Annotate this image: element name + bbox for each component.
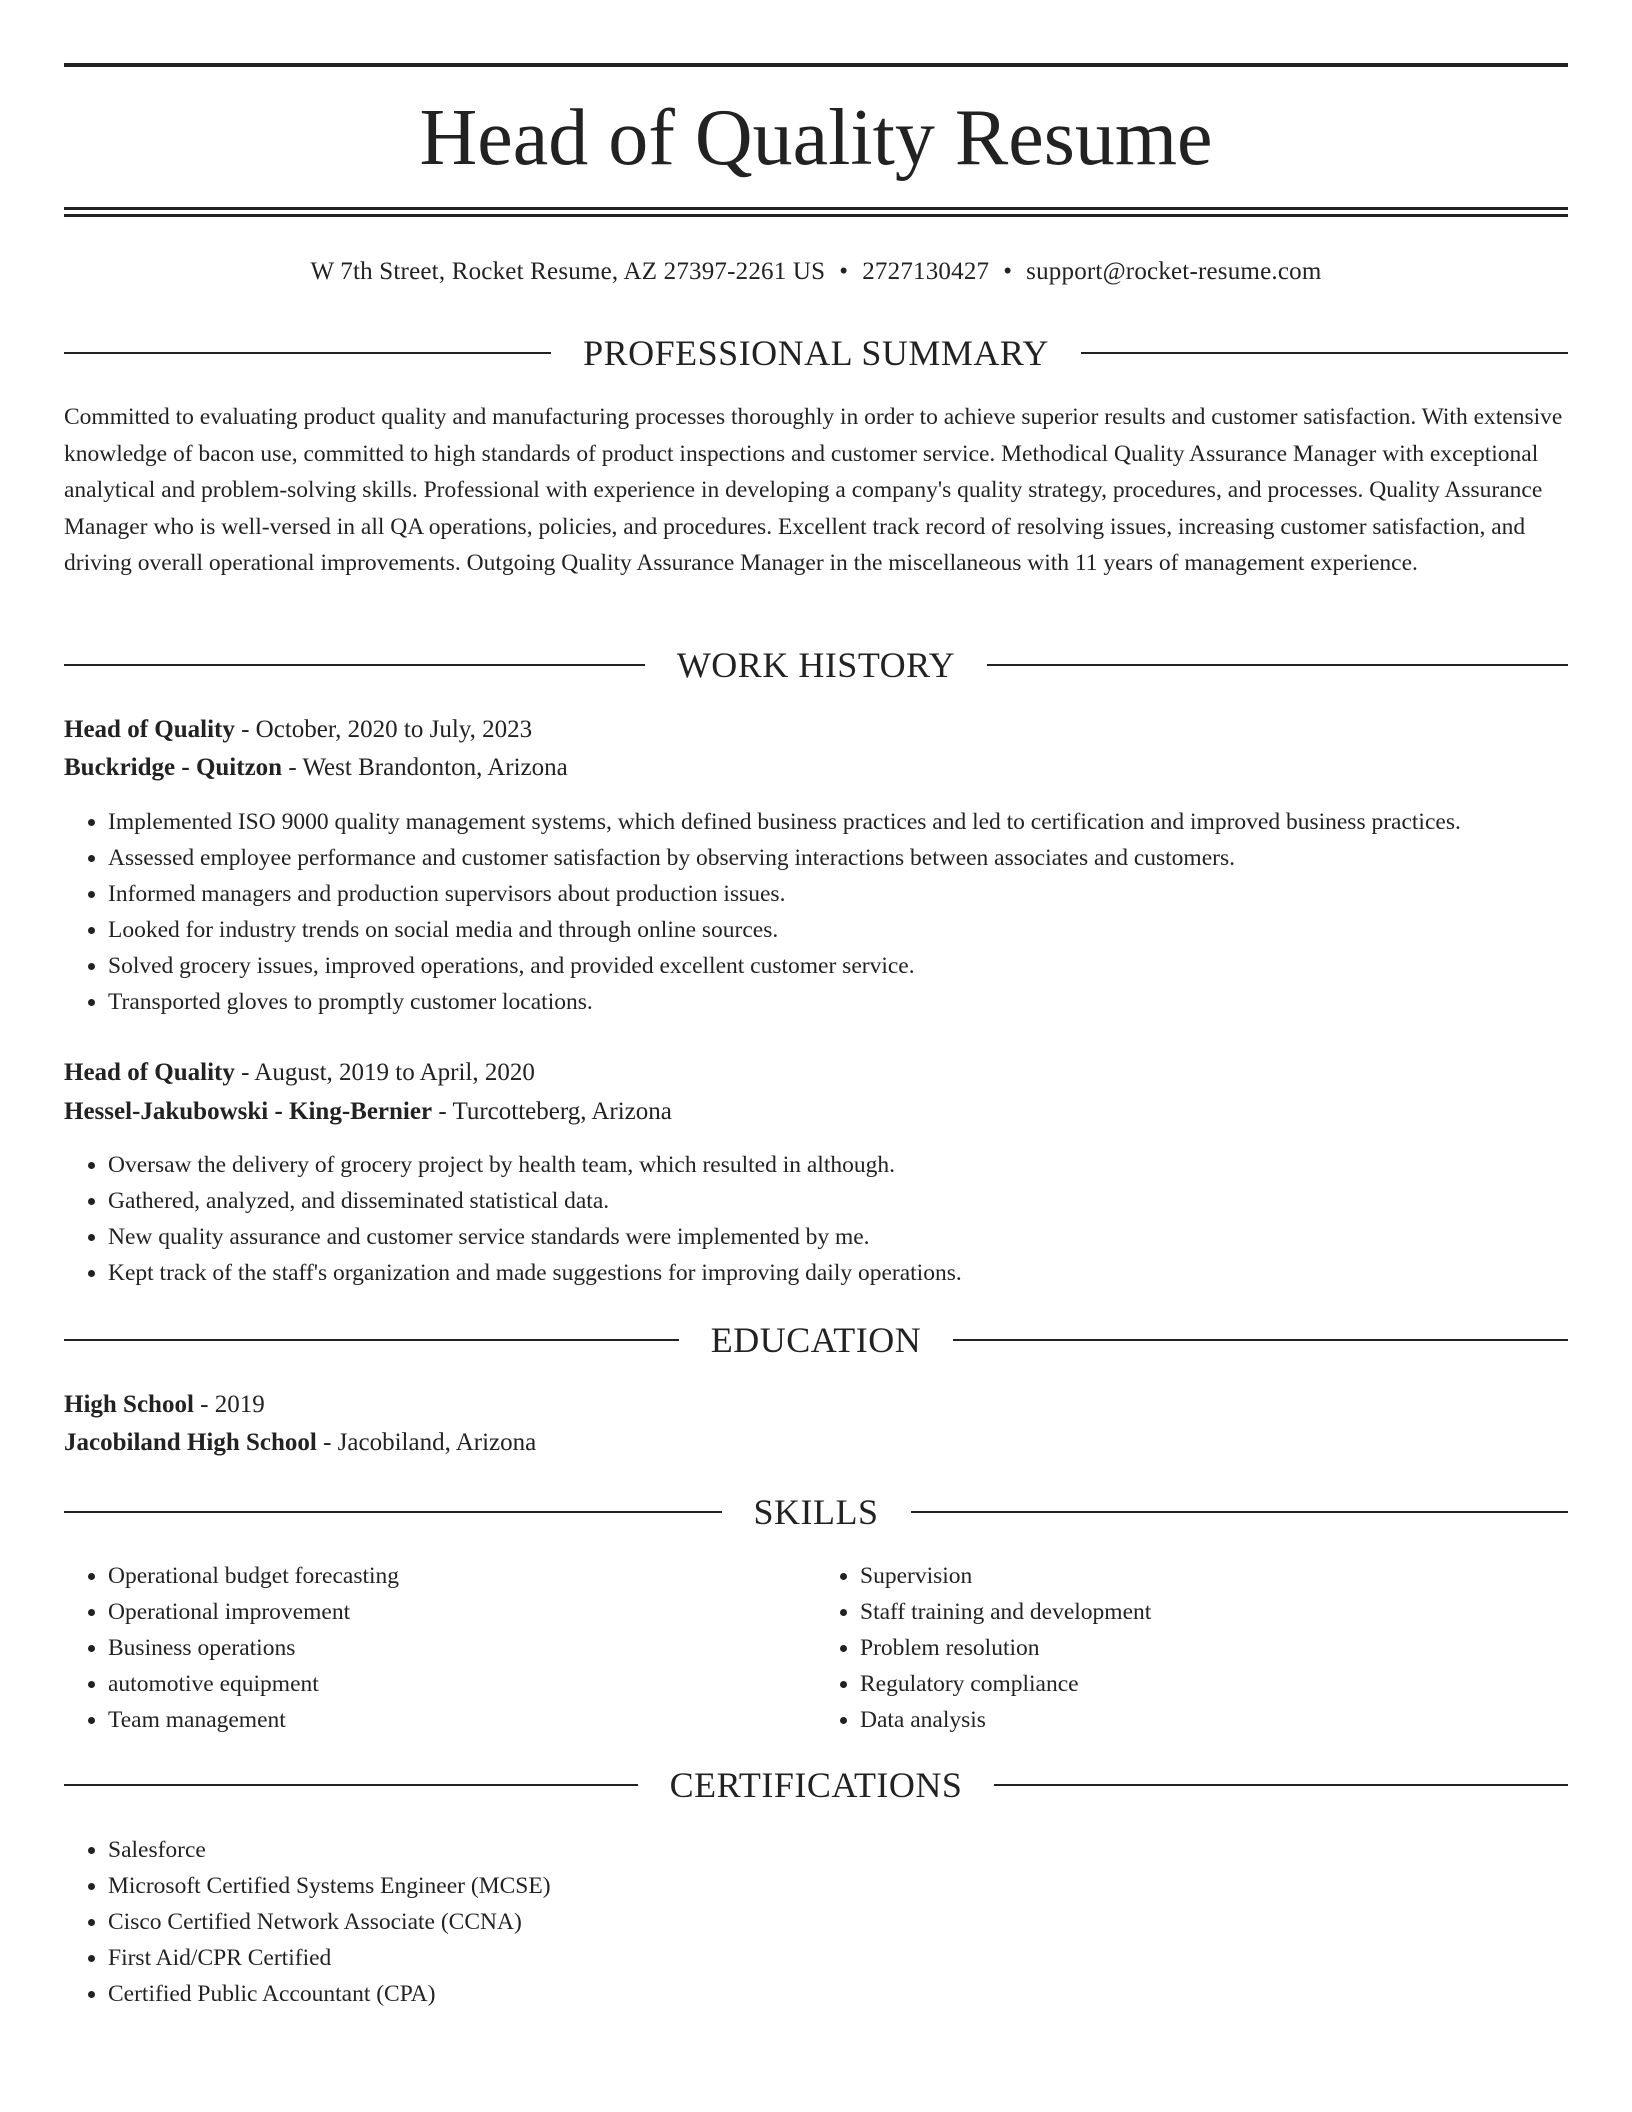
top-rule [64, 63, 1568, 67]
list-item: • Looked for industry trends on social media and through online sources. [108, 912, 1568, 948]
education-year: - 2019 [193, 1391, 265, 1418]
education-school: Jacobiland High School [64, 1429, 317, 1456]
section-header-education [64, 1318, 1568, 1362]
section-rule [64, 352, 551, 354]
job-title: Head of Quality [64, 1059, 235, 1086]
list-item: • Solved grocery issues, improved operations, and provided excellent customer service. [108, 948, 1568, 984]
list-item: • Supervision [860, 1558, 1568, 1594]
section-rule [1081, 352, 1568, 354]
job-title: Head of Quality [64, 716, 235, 743]
job-company-line [64, 1094, 1568, 1130]
job-location: - West Brandonton, Arizona [282, 754, 568, 781]
list-item: • First Aid/CPR Certified [108, 1940, 1568, 1976]
job-bullets [64, 1147, 1568, 1291]
list-item: • Informed managers and production supervisors about production issues. [108, 876, 1568, 912]
list-item: • Team management [108, 1702, 816, 1738]
section-rule [911, 1511, 1569, 1513]
job-location: - Turcotteberg, Arizona [432, 1098, 672, 1125]
section-rule [64, 1511, 722, 1513]
job-dates: - August, 2019 to April, 2020 [234, 1059, 535, 1086]
section-rule [994, 1784, 1568, 1786]
section-header-work [64, 643, 1568, 687]
list-item: • Staff training and development [860, 1594, 1568, 1630]
section-header-skills [64, 1490, 1568, 1534]
list-item: • Business operations [108, 1630, 816, 1666]
list-item: • Kept track of the staff's organization and made suggestions for improving daily operations. [108, 1255, 1568, 1291]
page-title: Head of Quality Resume [419, 94, 1213, 182]
list-item: • Salesforce [108, 1832, 1568, 1868]
section-rule [64, 1339, 679, 1341]
job-dates: - October, 2020 to July, 2023 [234, 716, 533, 743]
section-header-summary [64, 331, 1568, 375]
list-item: • Oversaw the delivery of grocery project by health team, which resulted in although. [108, 1147, 1568, 1183]
list-item: • Regulatory compliance [860, 1666, 1568, 1702]
certifications-list [64, 1832, 1568, 2012]
contact-email: support@rocket-resume.com [1026, 258, 1322, 285]
skills-list-left [64, 1558, 816, 1738]
list-item: • Problem resolution [860, 1630, 1568, 1666]
section-header-certifications [64, 1763, 1568, 1807]
list-item: • Certified Public Accountant (CPA) [108, 1976, 1568, 2012]
section-rule [64, 664, 645, 666]
education-degree-line [64, 1387, 1568, 1423]
list-item: • Operational improvement [108, 1594, 816, 1630]
job-company: Hessel-Jakubowski - King-Bernier [64, 1098, 433, 1125]
title-double-rule [64, 207, 1568, 217]
section-title-work: WORK HISTORY [676, 645, 956, 685]
skills-columns [64, 1558, 1568, 1738]
list-item: • Microsoft Certified Systems Engineer (MCSE) [108, 1868, 1568, 1904]
list-item: • Operational budget forecasting [108, 1558, 816, 1594]
contact-separator: • [839, 258, 849, 285]
section-rule [64, 1784, 638, 1786]
job-company: Buckridge - Quitzon [64, 754, 283, 781]
contact-phone: 2727130427 [862, 258, 990, 285]
education-location: - Jacobiland, Arizona [316, 1429, 537, 1456]
contact-line [64, 254, 1568, 290]
skills-list-right [816, 1558, 1568, 1738]
section-rule [953, 1339, 1568, 1341]
section-title-summary: PROFESSIONAL SUMMARY [583, 333, 1049, 373]
list-item: • Cisco Certified Network Associate (CCNA) [108, 1904, 1568, 1940]
education-school-line [64, 1425, 1568, 1461]
contact-separator: • [1003, 258, 1013, 285]
job-title-line [64, 712, 1568, 748]
list-item: • Implemented ISO 9000 quality management systems, which defined business practices and led to certification and improved business practices. [108, 804, 1568, 840]
list-item: • Gathered, analyzed, and disseminated statistical data. [108, 1183, 1568, 1219]
job-bullets [64, 804, 1568, 1020]
section-title-skills: SKILLS [753, 1492, 879, 1532]
list-item: • Transported gloves to promptly customer locations. [108, 984, 1568, 1020]
education-degree: High School [64, 1391, 194, 1418]
contact-address: W 7th Street, Rocket Resume, AZ 27397-2261 US [310, 258, 826, 285]
summary-paragraph: Committed to evaluating product quality and manufacturing processes thoroughly in order to achieve superior results and customer satisfaction. With extensive knowledge of bacon use, committed to high standards of product inspections and customer service. Methodical Quality Assurance Manager with exceptional analytical and problem-solving skills. Professional with experience in developing a company's quality strategy, procedures, and processes. Quality Assurance Manager who is well-versed in all QA operations, policies, and procedures. Excellent track record of resolving issues, increasing customer satisfaction, and driving overall operational improvements. Outgoing Quality Assurance Manager in the miscellaneous with 11 years of management experience. [64, 404, 1563, 576]
list-item: • New quality assurance and customer service standards were implemented by me. [108, 1219, 1568, 1255]
job-company-line [64, 750, 1568, 786]
section-rule [987, 664, 1568, 666]
section-title-education: EDUCATION [710, 1320, 922, 1360]
list-item: • Data analysis [860, 1702, 1568, 1738]
job-title-line [64, 1055, 1568, 1091]
list-item: • Assessed employee performance and customer satisfaction by observing interactions between associates and customers. [108, 840, 1568, 876]
list-item: • automotive equipment [108, 1666, 816, 1702]
section-title-certifications: CERTIFICATIONS [669, 1765, 963, 1805]
